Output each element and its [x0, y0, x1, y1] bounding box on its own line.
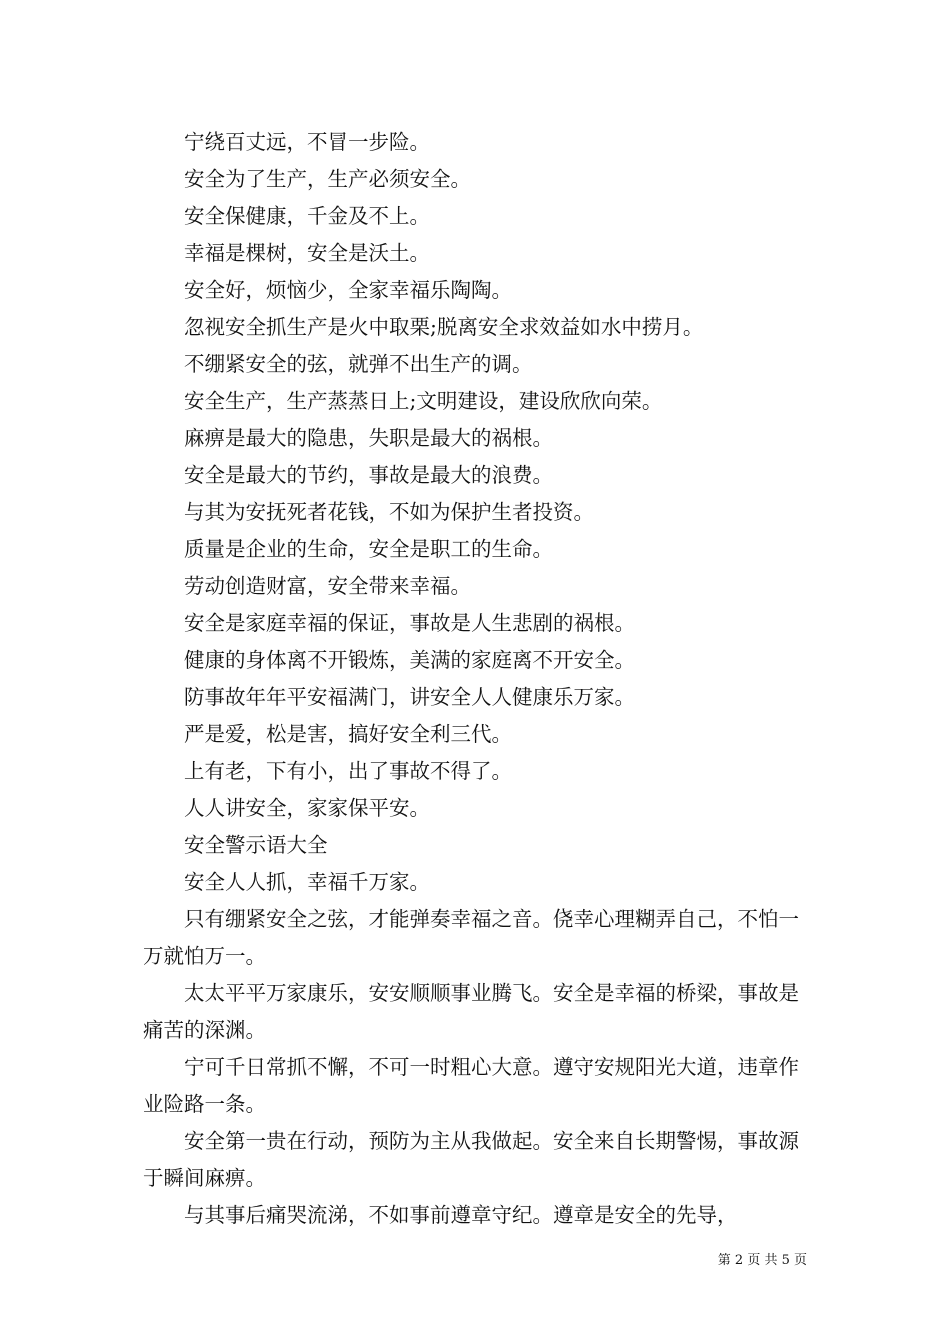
paragraph: 防事故年年平安福满门，讲安全人人健康乐万家。 — [184, 685, 635, 709]
paragraph: 太太平平万家康乐，安安顺顺事业腾飞。安全是幸福的桥梁，事故是痛苦的深渊。 — [143, 981, 799, 1042]
paragraph: 劳动创造财富，安全带来幸福。 — [184, 574, 471, 598]
paragraph: 人人讲安全，家家保平安。 — [184, 796, 430, 820]
paragraph: 安全是家庭幸福的保证，事故是人生悲剧的祸根。 — [184, 611, 635, 635]
paragraph: 安全生产，生产蒸蒸日上;文明建设，建设欣欣向荣。 — [184, 389, 663, 413]
paragraph: 安全人人抓，幸福千万家。 — [184, 870, 430, 894]
paragraph: 严是爱，松是害，搞好安全利三代。 — [184, 722, 512, 746]
paragraph: 不绷紧安全的弦，就弹不出生产的调。 — [184, 352, 533, 376]
paragraph: 安全第一贵在行动，预防为主从我做起。安全来自长期警惕，事故源于瞬间麻痹。 — [143, 1129, 799, 1190]
section-heading: 安全警示语大全 — [184, 833, 328, 857]
paragraph: 与其事后痛哭流涕，不如事前遵章守纪。遵章是安全的先导， — [184, 1203, 738, 1227]
paragraph: 安全好，烦恼少，全家幸福乐陶陶。 — [184, 278, 512, 302]
paragraph: 安全是最大的节约，事故是最大的浪费。 — [184, 463, 553, 487]
paragraph: 健康的身体离不开锻炼，美满的家庭离不开安全。 — [184, 648, 635, 672]
paragraph: 宁绕百丈远，不冒一步险。 — [184, 130, 430, 154]
paragraph: 忽视安全抓生产是火中取栗;脱离安全求效益如水中捞月。 — [184, 315, 704, 339]
paragraph: 安全为了生产，生产必须安全。 — [184, 167, 471, 191]
paragraph: 麻痹是最大的隐患，失职是最大的祸根。 — [184, 426, 553, 450]
paragraph: 宁可千日常抓不懈，不可一时粗心大意。遵守安规阳光大道，违章作业险路一条。 — [143, 1055, 799, 1116]
paragraph: 上有老，下有小，出了事故不得了。 — [184, 759, 512, 783]
paragraph: 只有绷紧安全之弦，才能弹奏幸福之音。侥幸心理糊弄自己，不怕一万就怕万一。 — [143, 907, 799, 968]
paragraph: 质量是企业的生命，安全是职工的生命。 — [184, 537, 553, 561]
paragraph: 幸福是棵树，安全是沃土。 — [184, 241, 430, 265]
page-number-footer: 第 2 页 共 5 页 — [717, 1253, 807, 1268]
paragraph: 安全保健康，千金及不上。 — [184, 204, 430, 228]
paragraph: 与其为安抚死者花钱，不如为保护生者投资。 — [184, 500, 594, 524]
document-body — [143, 124, 808, 1234]
